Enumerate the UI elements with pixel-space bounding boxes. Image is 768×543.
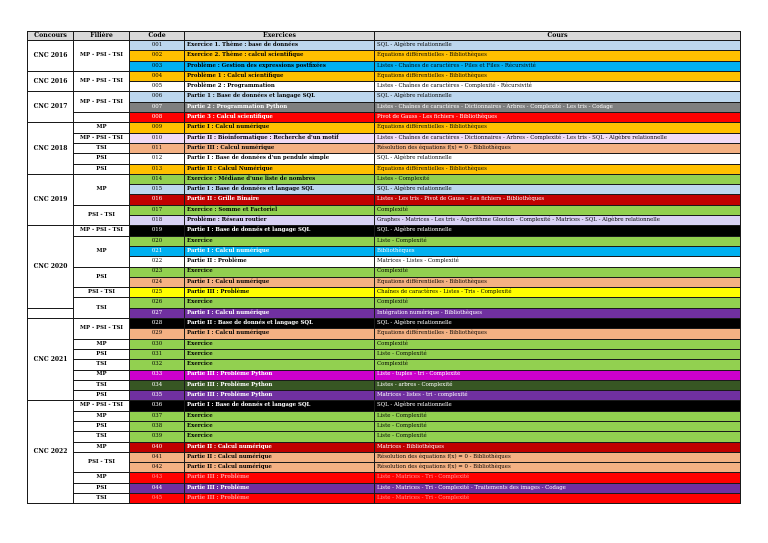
filiere-cell: MP - PSI - TSI — [74, 226, 130, 236]
code-cell: 014 — [130, 174, 185, 184]
cours-cell: Bibliothèques — [375, 246, 741, 256]
cours-cell: Résolution des équations f(x) = 0 - Bibliothèques — [375, 143, 741, 153]
table-row — [28, 143, 741, 153]
code-cell: 007 — [130, 102, 185, 112]
concours-cell: CNC 2018 — [28, 123, 74, 174]
table-row — [28, 339, 741, 349]
header-filiere: Filière — [74, 32, 130, 41]
exercice-cell: Exercice : Somme et Factoriel — [185, 205, 375, 215]
table-row — [28, 185, 741, 195]
filiere-cell: PSI — [74, 154, 130, 164]
code-cell: 041 — [130, 452, 185, 462]
code-cell: 040 — [130, 442, 185, 452]
filiere-cell: PSI — [74, 267, 130, 288]
cours-cell: Complexité — [375, 205, 741, 215]
header-cours: Cours — [375, 32, 741, 41]
concours-cell: CNC 2020 — [28, 226, 74, 308]
exercice-cell: Partie I : Calcul numérique — [185, 123, 375, 133]
table-row — [28, 380, 741, 390]
exercice-cell: Partie I : Calcul numérique — [185, 277, 375, 287]
cours-cell: Listes - Les tris - Pivot de Gauss - Les fichiers - Bibliothèques — [375, 195, 741, 205]
table-row — [28, 174, 741, 184]
cours-cell: Liste - Complexité — [375, 432, 741, 442]
cours-cell: Pivot de Gauss - Les fichiers - Bibliothèques — [375, 113, 741, 123]
exercice-cell: Partie II : Grille Binaire — [185, 195, 375, 205]
cours-cell: Résolution des équations f(x) = 0 - Bibliothèques — [375, 452, 741, 462]
code-cell: 012 — [130, 154, 185, 164]
code-cell: 025 — [130, 288, 185, 298]
cours-cell: Listes - Chaînes de caractères - Dictionnaires - Arbres - Complexité - Les tris - Codage — [375, 102, 741, 112]
exercice-cell: Partie II : Calcul numérique — [185, 452, 375, 462]
code-cell: 005 — [130, 82, 185, 92]
filiere-cell: PSI - TSI — [74, 205, 130, 226]
code-cell: 036 — [130, 401, 185, 411]
exercice-cell: Partie III : Problème — [185, 483, 375, 493]
code-cell: 039 — [130, 432, 185, 442]
cours-cell: Listes - Complexité — [375, 174, 741, 184]
exercice-cell: Partie II : Bioinformatique : Recherche d'un motif — [185, 133, 375, 143]
exercice-cell: Partie I : Base de données d'un pendule simple — [185, 154, 375, 164]
code-cell: 027 — [130, 308, 185, 318]
filiere-cell: MP — [74, 123, 130, 133]
table-row — [28, 319, 741, 329]
code-cell: 042 — [130, 463, 185, 473]
table-row — [28, 205, 741, 215]
filiere-cell: TSI — [74, 432, 130, 442]
exercice-cell: Partie II : Base de donnés et langage SQL — [185, 319, 375, 329]
cours-cell: Équations différentielles - Bibliothèques — [375, 123, 741, 133]
code-cell: 003 — [130, 61, 185, 71]
code-cell: 010 — [130, 133, 185, 143]
code-cell: 017 — [130, 205, 185, 215]
filiere-cell: PSI - TSI — [74, 452, 130, 473]
exercice-cell: Partie I : Base de donnés et langage SQL — [185, 226, 375, 236]
code-cell: 038 — [130, 421, 185, 431]
table-row — [28, 432, 741, 442]
filiere-cell: MP - PSI - TSI — [74, 92, 130, 113]
table-row — [28, 360, 741, 370]
cours-cell: Résolution des équations f(x) = 0 - Bibliothèques — [375, 463, 741, 473]
exercice-cell: Problème 1 : Calcul scientifique — [185, 71, 375, 81]
table-row — [28, 411, 741, 421]
cours-cell: Matrices - listes - tri - complexité — [375, 391, 741, 401]
cours-cell: SQL - Algèbre relationnelle — [375, 41, 741, 51]
exams-table — [27, 31, 741, 504]
table-row — [28, 164, 741, 174]
filiere-cell: PSI — [74, 349, 130, 359]
table-row — [28, 226, 741, 236]
table-row — [28, 216, 741, 226]
cours-cell: Liste - Matrices - Tri - Complexité — [375, 473, 741, 483]
cours-cell: Listes - Chaînes de caractères - Complexité - Récursivité — [375, 82, 741, 92]
exercice-cell: Exercice 2. Thème : calcul scientifique — [185, 51, 375, 61]
code-cell: 029 — [130, 329, 185, 339]
concours-cell: CNC 2021 — [28, 319, 74, 401]
table-row — [28, 370, 741, 380]
filiere-cell: PSI — [74, 483, 130, 493]
table-row — [28, 308, 741, 318]
exercice-cell: Partie I : Base de donnés et langage SQL — [185, 401, 375, 411]
code-cell: 009 — [130, 123, 185, 133]
exercice-cell: Partie II : Calcul numérique — [185, 442, 375, 452]
cours-cell: Équations différentielles - Bibliothèques — [375, 277, 741, 287]
cours-cell: SQL - Algèbre relationnelle — [375, 154, 741, 164]
table-row — [28, 494, 741, 504]
cours-cell: Liste - Complexité — [375, 411, 741, 421]
table-row — [28, 51, 741, 61]
filiere-cell: MP - PSI - TSI — [74, 401, 130, 411]
table-row — [28, 421, 741, 431]
filiere-cell: MP — [74, 339, 130, 349]
code-cell: 023 — [130, 267, 185, 277]
exercice-cell: Exercice — [185, 360, 375, 370]
cours-cell: SQL - Algèbre relationnelle — [375, 319, 741, 329]
exercice-cell: Exercice — [185, 411, 375, 421]
filiere-cell — [74, 113, 130, 123]
concours-cell: CNC 2016 — [28, 41, 74, 72]
table-row — [28, 277, 741, 287]
table-row — [28, 442, 741, 452]
filiere-cell: PSI — [74, 421, 130, 431]
filiere-cell: TSI — [74, 380, 130, 390]
code-cell: 026 — [130, 298, 185, 308]
exercice-cell: Partie III : Problème Python — [185, 391, 375, 401]
filiere-cell: TSI — [74, 143, 130, 153]
exercice-cell: Partie I : Calcul numérique — [185, 329, 375, 339]
cours-cell: Liste - tuples - tri - Complexité — [375, 370, 741, 380]
exercice-cell: Problème : Réseau routier — [185, 216, 375, 226]
exercice-cell: Partie III : Problème Python — [185, 380, 375, 390]
filiere-cell: PSI - TSI — [74, 288, 130, 298]
code-cell: 043 — [130, 473, 185, 483]
cours-cell: Listes - arbres - Complexité — [375, 380, 741, 390]
exercice-cell: Partie II : Problème — [185, 257, 375, 267]
table-row — [28, 154, 741, 164]
concours-cell: CNC 2019 — [28, 174, 74, 225]
code-cell: 004 — [130, 71, 185, 81]
filiere-cell: MP - PSI - TSI — [74, 41, 130, 72]
code-cell: 031 — [130, 349, 185, 359]
code-cell: 011 — [130, 143, 185, 153]
filiere-cell: MP — [74, 442, 130, 452]
exercice-cell: Exercice — [185, 432, 375, 442]
code-cell: 013 — [130, 164, 185, 174]
table-row — [28, 71, 741, 81]
cours-cell: Complexité — [375, 339, 741, 349]
exercice-cell: Partie III : Problème — [185, 288, 375, 298]
exercice-cell: Partie III : Problème — [185, 473, 375, 483]
cours-cell: Liste - Matrices - Tri - Complexité — [375, 494, 741, 504]
cours-cell: Matrices - Listes - Complexité — [375, 257, 741, 267]
table-row — [28, 288, 741, 298]
cours-cell: Liste - Complexité — [375, 236, 741, 246]
table-body — [28, 41, 741, 504]
exercice-cell: Partie III : Calcul numérique — [185, 143, 375, 153]
table-row — [28, 349, 741, 359]
code-cell: 015 — [130, 185, 185, 195]
table-row — [28, 41, 741, 51]
exercice-cell: Partie III : Problème — [185, 494, 375, 504]
code-cell: 006 — [130, 92, 185, 102]
filiere-cell: TSI — [74, 298, 130, 319]
table-row — [28, 463, 741, 473]
table-row — [28, 452, 741, 462]
filiere-cell: MP — [74, 411, 130, 421]
filiere-cell: MP — [74, 174, 130, 205]
cours-cell: Intégration numérique - Bibliothèques — [375, 308, 741, 318]
table-row — [28, 133, 741, 143]
code-cell: 022 — [130, 257, 185, 267]
header-concours: Concours — [28, 32, 74, 41]
code-cell: 008 — [130, 113, 185, 123]
cours-cell: SQL - Algèbre relationnelle — [375, 226, 741, 236]
filiere-cell: PSI — [74, 391, 130, 401]
exercice-cell: Exercice — [185, 349, 375, 359]
cours-cell: Listes - Chaînes de caractères - Piles et Files - Récursivité — [375, 61, 741, 71]
cours-cell: Liste - Complexité — [375, 349, 741, 359]
cours-cell: Complexité — [375, 298, 741, 308]
code-cell: 024 — [130, 277, 185, 287]
exercice-cell: Partie III : Problème Python — [185, 370, 375, 380]
code-cell: 044 — [130, 483, 185, 493]
exercice-cell: Partie I : Base de données et langage SQL — [185, 185, 375, 195]
header-exercices: Exercices — [185, 32, 375, 41]
code-cell: 034 — [130, 380, 185, 390]
code-cell: 018 — [130, 216, 185, 226]
code-cell: 021 — [130, 246, 185, 256]
cours-cell: Équations différentielles - Bibliothèques — [375, 164, 741, 174]
table-row — [28, 82, 741, 92]
exercice-cell: Partie I : Calcul numérique — [185, 246, 375, 256]
filiere-cell: MP — [74, 236, 130, 267]
filiere-cell: MP — [74, 370, 130, 380]
concours-cell: CNC 2016 — [28, 71, 74, 92]
cours-cell: Équations différentielles - Bibliothèques — [375, 329, 741, 339]
code-cell: 016 — [130, 195, 185, 205]
cours-cell: Complexité — [375, 360, 741, 370]
code-cell: 033 — [130, 370, 185, 380]
table-row — [28, 391, 741, 401]
filiere-cell: PSI — [74, 164, 130, 174]
code-cell: 035 — [130, 391, 185, 401]
exercice-cell: Problème : Gestion des expressions postfixées — [185, 61, 375, 71]
code-cell: 028 — [130, 319, 185, 329]
exercice-cell: Partie II : Calcul Numérique — [185, 164, 375, 174]
exercice-cell: Exercice — [185, 267, 375, 277]
filiere-cell: MP - PSI - TSI — [74, 319, 130, 340]
exercice-cell: Problème 2 : Programmation — [185, 82, 375, 92]
header-row — [28, 32, 741, 41]
filiere-cell: MP - PSI - TSI — [74, 71, 130, 92]
code-cell: 019 — [130, 226, 185, 236]
table-row — [28, 123, 741, 133]
code-cell: 037 — [130, 411, 185, 421]
code-cell: 032 — [130, 360, 185, 370]
cours-cell: Complexité — [375, 267, 741, 277]
exercice-cell: Partie 2 : Programmation Python — [185, 102, 375, 112]
exercice-cell: Exercice — [185, 236, 375, 246]
cours-cell: SQL - Algèbre relationnelle — [375, 92, 741, 102]
concours-cell: CNC 2022 — [28, 401, 74, 504]
table-row — [28, 483, 741, 493]
concours-cell — [28, 308, 74, 318]
cours-cell: Listes - Chaînes de caractères - Dictionnaires - Arbres - Complexité - Les tris - SQL - Algèbre relationnelle — [375, 133, 741, 143]
code-cell: 045 — [130, 494, 185, 504]
table-row — [28, 329, 741, 339]
exercice-cell: Partie I : Calcul numérique — [185, 308, 375, 318]
table-row — [28, 236, 741, 246]
exercice-cell: Partie 1 : Base de données et langage SQL — [185, 92, 375, 102]
cours-cell: Graphes - Matrices - Les tris - Algorithme Glouton - Complexité - Matrices - SQL - Algèbre relationnelle — [375, 216, 741, 226]
table-row — [28, 401, 741, 411]
table-row — [28, 102, 741, 112]
table-row — [28, 113, 741, 123]
code-cell: 030 — [130, 339, 185, 349]
table-row — [28, 246, 741, 256]
table-row — [28, 195, 741, 205]
exercice-cell: Exercice — [185, 339, 375, 349]
table-row — [28, 267, 741, 277]
exercice-cell: Exercice : Médiane d'une liste de nombres — [185, 174, 375, 184]
cours-cell: SQL - Algèbre relationnelle — [375, 401, 741, 411]
header-code: Code — [130, 32, 185, 41]
table-row — [28, 298, 741, 308]
cours-cell: Liste - Complexité — [375, 421, 741, 431]
filiere-cell: MP — [74, 473, 130, 483]
exercice-cell: Partie II : Calcul numérique — [185, 463, 375, 473]
filiere-cell: TSI — [74, 494, 130, 504]
filiere-cell: MP - PSI - TSI — [74, 133, 130, 143]
cours-cell: Matrices - Bibliothèques — [375, 442, 741, 452]
code-cell: 002 — [130, 51, 185, 61]
exercice-cell: Exercice 1. Thème : base de données — [185, 41, 375, 51]
table-row — [28, 257, 741, 267]
code-cell: 001 — [130, 41, 185, 51]
concours-cell: CNC 2017 — [28, 92, 74, 123]
exercice-cell: Exercice — [185, 298, 375, 308]
cours-cell: SQL - Algèbre relationnelle — [375, 185, 741, 195]
table-row — [28, 61, 741, 71]
table-row — [28, 92, 741, 102]
exercice-cell: Partie 3 : Calcul scientifique — [185, 113, 375, 123]
cours-cell: Équations différentielles - Bibliothèques — [375, 71, 741, 81]
cours-cell: Chaînes de caractères - Listes - Tris - Complexité — [375, 288, 741, 298]
filiere-cell: TSI — [74, 360, 130, 370]
table-row — [28, 473, 741, 483]
cours-cell: Équations différentielles - Bibliothèques — [375, 51, 741, 61]
code-cell: 020 — [130, 236, 185, 246]
cours-cell: Liste - Matrices - Tri - Complexité - Traitements des images - Codage — [375, 483, 741, 493]
exercice-cell: Exercice — [185, 421, 375, 431]
